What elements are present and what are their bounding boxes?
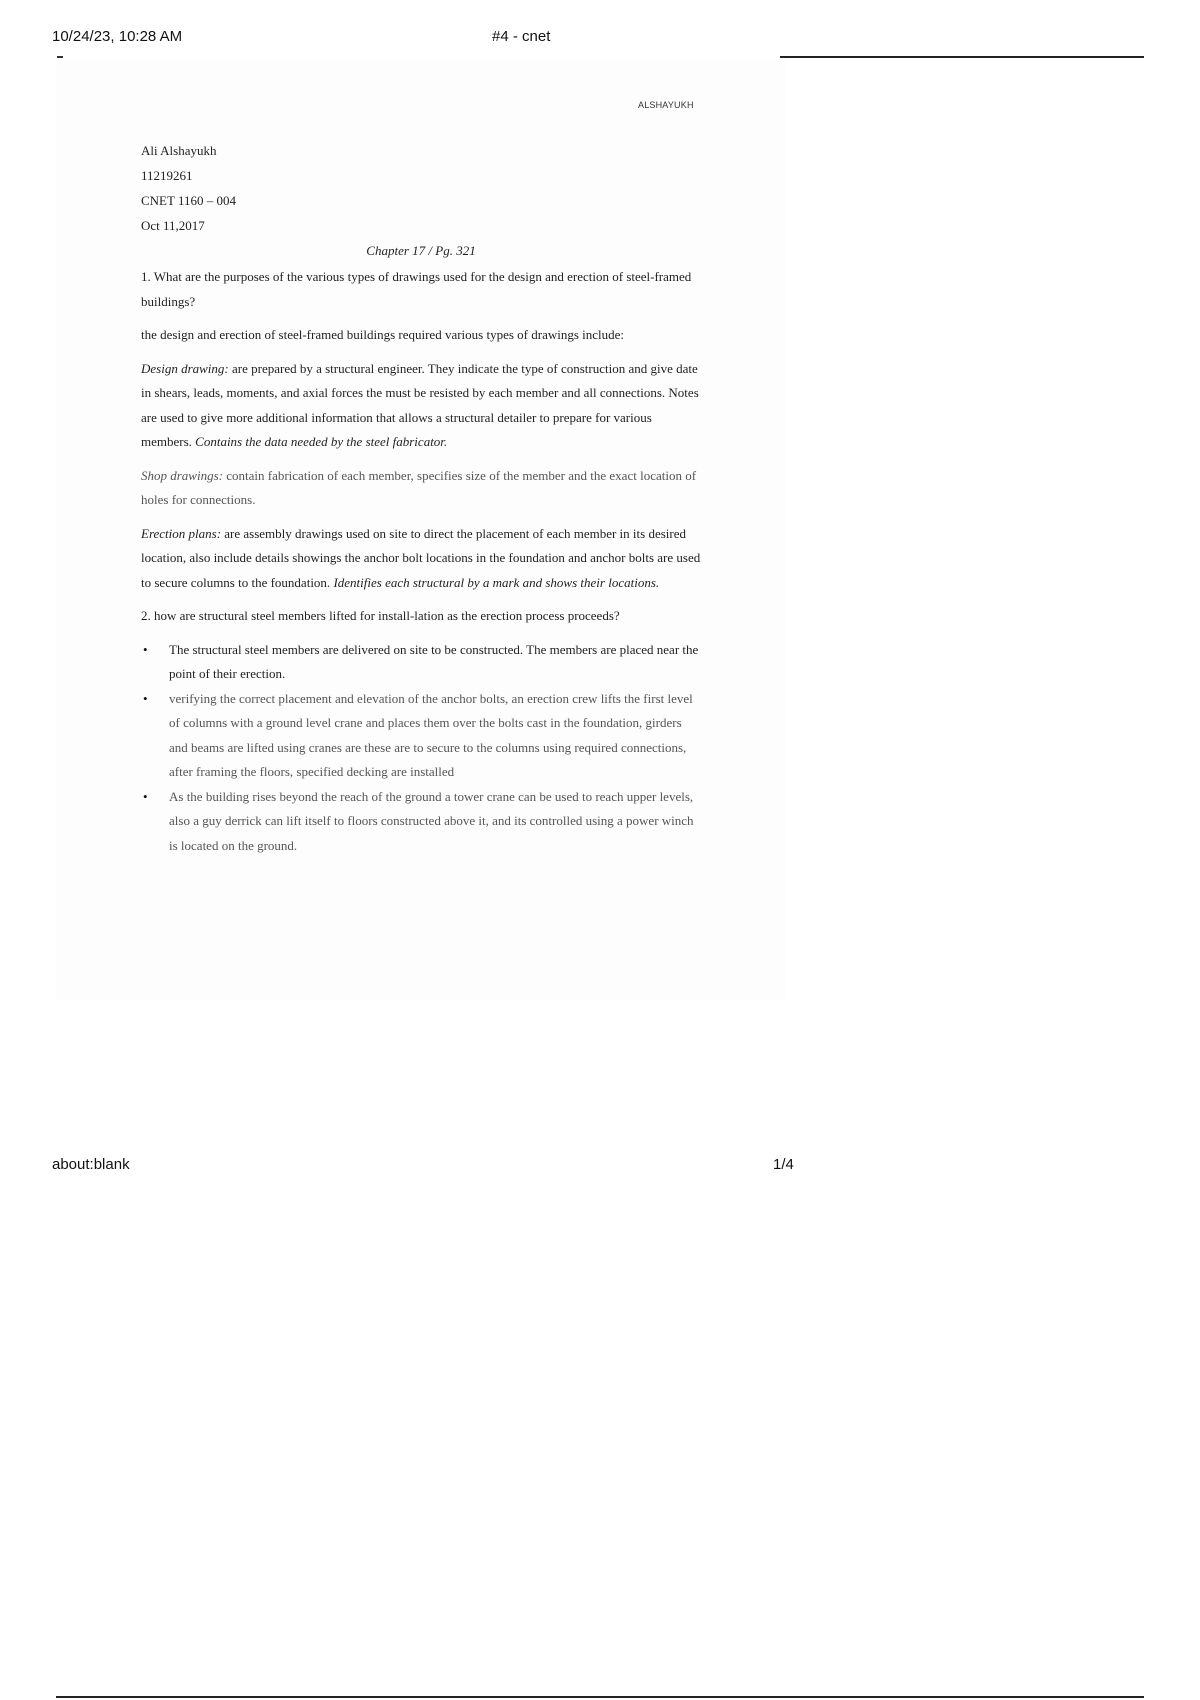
chapter-heading: Chapter 17 / Pg. 321 — [366, 243, 476, 258]
author-name: Ali Alshayukh — [141, 143, 217, 158]
print-url: about:blank — [52, 1156, 130, 1173]
design-drawing-emphasis: Contains the data needed by the steel fabricator. — [195, 434, 448, 449]
print-datetime: 10/24/23, 10:28 AM — [52, 28, 183, 45]
list-item: • verifying the correct placement and elevation of the anchor bolts, an erection crew lifts the first level of columns with a ground level crane and places them over the bolts cast in the foundation, girders and beams are lifted using cranes are these are to secure to the columns using required connections, after framing the floors, specified decking are installed — [169, 687, 701, 785]
print-footer — [0, 1156, 1200, 1180]
design-drawing-paragraph — [141, 357, 701, 455]
header-tick-mark — [57, 56, 63, 58]
document-date: Oct 11,2017 — [141, 218, 205, 233]
course-code: CNET 1160 – 004 — [141, 193, 236, 208]
shop-drawings-text: contain fabrication of each member, specifies size of the member and the exact location of holes for connections. — [141, 467, 697, 507]
design-drawing-text: are prepared by a structural engineer. They indicate the type of construction and give date in shears, leads, moments, and axial forces the must be resisted by each member and all connections. Notes are used to give more additional information that allows a structural detailer to prepare for various members. — [141, 360, 699, 449]
shop-drawings-paragraph — [141, 464, 701, 513]
list-item: • As the building rises beyond the reach of the ground a tower crane can be used to reach upper levels, also a guy derrick can lift itself to floors constructed above it, and its controlled using a power winch is located on the ground. — [169, 785, 701, 859]
student-id: 11219261 — [141, 168, 193, 183]
list-item: • The structural steel members are delivered on site to be constructed. The members are placed near the point of their erection. — [169, 638, 701, 687]
print-header — [0, 28, 1200, 52]
question-1: 1. What are the purposes of the various types of drawings used for the design and erection of steel-framed buildings? — [141, 269, 692, 309]
header-rule — [780, 56, 1144, 58]
answer-bullet-list — [141, 638, 701, 859]
erection-plans-text: are assembly drawings used on site to direct the placement of each member in its desired location, also include details showings the anchor bolt locations in the foundation and anchor bolts are used to secure columns to the foundation. — [141, 525, 701, 590]
erection-plans-term: Erection plans: — [141, 525, 222, 541]
print-page-number: 1/4 — [773, 1156, 794, 1173]
question-2: 2. how are structural steel members lifted for install-lation as the erection process proceeds? — [141, 608, 620, 623]
bottom-rule — [56, 1696, 1144, 1698]
document-body — [141, 96, 701, 858]
intro-paragraph: the design and erection of steel-framed buildings required various types of drawings include: — [141, 327, 625, 342]
author-block — [141, 139, 701, 239]
design-drawing-term: Design drawing: — [141, 360, 229, 376]
running-head: ALSHAYUKH — [638, 100, 694, 110]
erection-plans-paragraph — [141, 522, 701, 596]
shop-drawings-term: Shop drawings: — [141, 467, 223, 483]
erection-plans-emphasis: Identifies each structural by a mark and shows their locations. — [333, 574, 660, 590]
print-title: #4 - cnet — [492, 28, 551, 45]
